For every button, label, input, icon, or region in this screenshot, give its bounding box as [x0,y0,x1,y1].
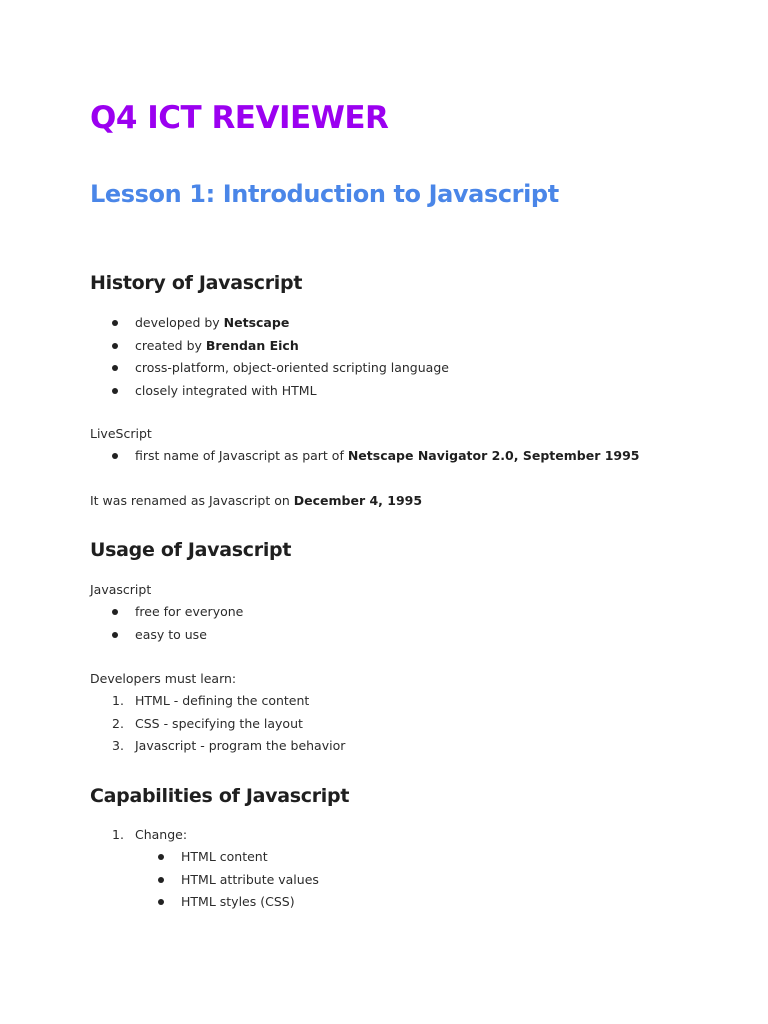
bullet-icon [112,383,126,399]
bullet-icon [158,849,172,865]
bullet-icon [158,894,172,910]
bullet-icon [158,872,172,888]
list-number: 1. [112,693,124,708]
capabilities-heading: Capabilities of Javascript [90,785,350,807]
list-number: 2. [112,715,124,731]
bullet-icon [112,360,126,376]
javascript-label: Javascript [90,582,152,597]
bullet-icon [112,315,126,331]
list-number: 3. [112,738,124,753]
lesson-heading: Lesson 1: Introduction to Javascript [90,180,559,208]
list-number: 1. [112,827,124,842]
developers-label: Developers must learn: [90,671,237,686]
renamed-paragraph: It was renamed as Javascript on December 4, 1995 [90,493,423,508]
usage-heading: Usage of Javascript [90,539,292,561]
bullet-icon [112,448,126,464]
history-heading: History of Javascript [90,272,303,294]
bullet-icon [112,627,126,643]
bullet-icon [112,604,126,620]
livescript-label: LiveScript [90,426,152,441]
bullet-icon [112,338,126,354]
document-title: Q4 ICT REVIEWER [90,100,389,136]
